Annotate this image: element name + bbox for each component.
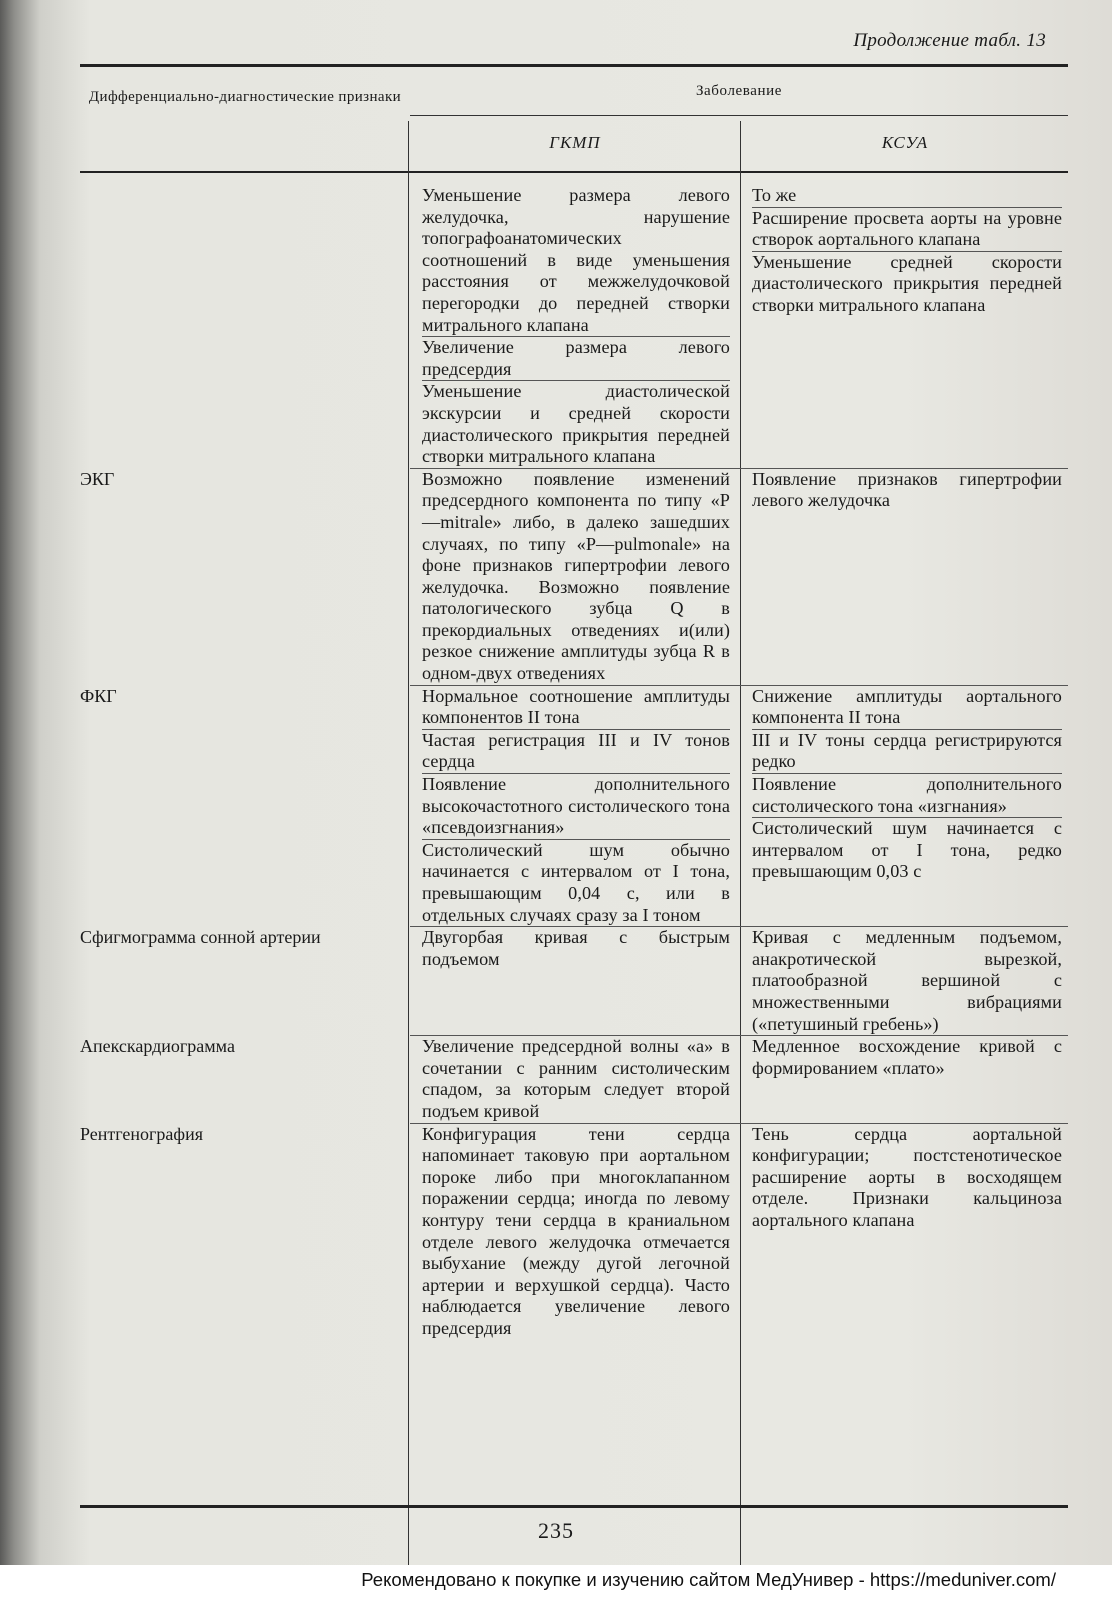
cell-ksua	[740, 185, 1068, 468]
cell-text: Появление признаков гипертрофии левого желудочка	[752, 468, 1062, 511]
row-criterion: Сфигмограмма сонной артерии	[80, 927, 321, 948]
table-row	[80, 927, 1068, 1035]
cell-text: То же	[752, 185, 797, 205]
cell-gkmp	[410, 469, 740, 685]
cell-text: Систолический шум начинается с интервалом от I тона, редко превышающим 0,03 с	[752, 818, 1062, 882]
cell-text: Возможно появление изменений предсердного компонента по типу «P—mitrale» либо, в далеко зашедших случаях, по типу «P—pulmonale» на фоне признаков гипертрофии левого желудочка. Возможно появление патологического зубца Q в прекордиальных отведениях и(или) резкое снижение амплитуды зубца R в одном-двух отведениях	[422, 468, 730, 684]
cell-gkmp	[410, 1036, 740, 1122]
row-criterion: ФКГ	[80, 685, 117, 706]
cell-ksua	[740, 1124, 1068, 1340]
cell-text: Тень сердца аортальной конфигурации; постстенотическое расширение аорты в восходящем отделе. Признаки кальциноза аортального клапана	[752, 1123, 1062, 1230]
row-criterion: Рентгенография	[80, 1123, 203, 1144]
cell-text: Двугорбая кривая с быстрым подъемом	[422, 927, 730, 969]
cell-text: Расширение просвета аорты на уровне створок аортального клапана	[752, 207, 1062, 250]
header-criteria: Дифференциально-диагностические признаки	[88, 89, 402, 105]
cell-ksua	[740, 927, 1068, 1035]
cell-text: Снижение амплитуды аортального компонента II тона	[752, 685, 1062, 728]
table-bottom-rule	[80, 1505, 1068, 1508]
cell-text: Появление дополнительного систолического тона «изгнания»	[752, 774, 1062, 816]
cell-text: Уменьшение средней скорости диастолического прикрытия передней створки митрального клапана	[752, 251, 1062, 315]
cell-text: Медленное восхождение кривой с формированием «плато»	[752, 1036, 1062, 1078]
table-header	[80, 67, 1068, 173]
table-body	[80, 173, 1068, 1339]
table-row	[80, 1124, 1068, 1340]
footer-banner	[0, 1565, 1112, 1600]
header-col-ksua: КСУА	[881, 133, 929, 152]
cell-gkmp	[410, 185, 740, 468]
cell-gkmp	[410, 927, 740, 1035]
footer-text: Рекомендовано к покупке и изучению сайтом МедУнивер - https://meduniver.com/	[361, 1569, 1056, 1590]
header-col-gkmp: ГКМП	[549, 133, 601, 152]
table-row	[80, 469, 1068, 685]
header-divider	[410, 115, 1068, 116]
cell-text: Уменьшение размера левого желудочка, нарушение топографоанатомических соотношений в виде уменьшения расстояния от межжелудочковой перегородки до передней створки митрального клапана	[422, 185, 730, 335]
cell-ksua	[740, 1036, 1068, 1122]
cell-gkmp	[410, 1124, 740, 1340]
row-criterion	[80, 185, 410, 468]
cell-text: Уменьшение диастолической экскурсии и средней скорости диастолического прикрытия передней створки митрального клапана	[422, 381, 730, 467]
table-row	[80, 686, 1068, 927]
table-caption: Продолжение табл. 13	[853, 30, 1046, 51]
page-number: 235	[538, 1518, 574, 1543]
cell-gkmp	[410, 686, 740, 927]
cell-text: III и IV тоны сердца регистрируются редко	[752, 729, 1062, 772]
cell-text: Увеличение предсердной волны «a» в сочетании с ранним систолическим спадом, за которым следует второй подъем кривой	[422, 1036, 730, 1121]
cell-ksua	[740, 469, 1068, 685]
cell-text: Систолический шум обычно начинается с интервалом от I тона, превышающим 0,04 с, или в отдельных случаях сразу за I тоном	[422, 839, 730, 925]
diagnostic-table	[80, 64, 1068, 1339]
row-criterion: Апекскардиограмма	[80, 1036, 235, 1057]
cell-text: Конфигурация тени сердца напоминает таковую при аортальном пороке либо при многоклапанном поражении сердца; иногда по левому контуру тени сердца в краниальном отделе левого желудочка отмечается выбухание (между дугой легочной артерии и верхушкой сердца). Часто наблюдается увеличение левого предсердия	[422, 1123, 730, 1338]
cell-ksua	[740, 686, 1068, 927]
header-disease-group: Заболевание	[695, 83, 783, 99]
cell-text: Кривая с медленным подъемом, анакротической вырезкой, платообразной вершиной с множественными вибрациями («петушиный гребень»)	[752, 927, 1062, 1034]
row-criterion: ЭКГ	[80, 468, 115, 489]
table-row	[80, 185, 1068, 468]
cell-text: Появление дополнительного высокочастотного систолического тона «псевдоизгнания»	[422, 774, 730, 838]
cell-text: Нормальное соотношение амплитуды компонентов II тона	[422, 685, 730, 728]
cell-text: Увеличение размера левого предсердия	[422, 337, 730, 379]
cell-text: Частая регистрация III и IV тонов сердца	[422, 729, 730, 772]
table-row	[80, 1036, 1068, 1122]
